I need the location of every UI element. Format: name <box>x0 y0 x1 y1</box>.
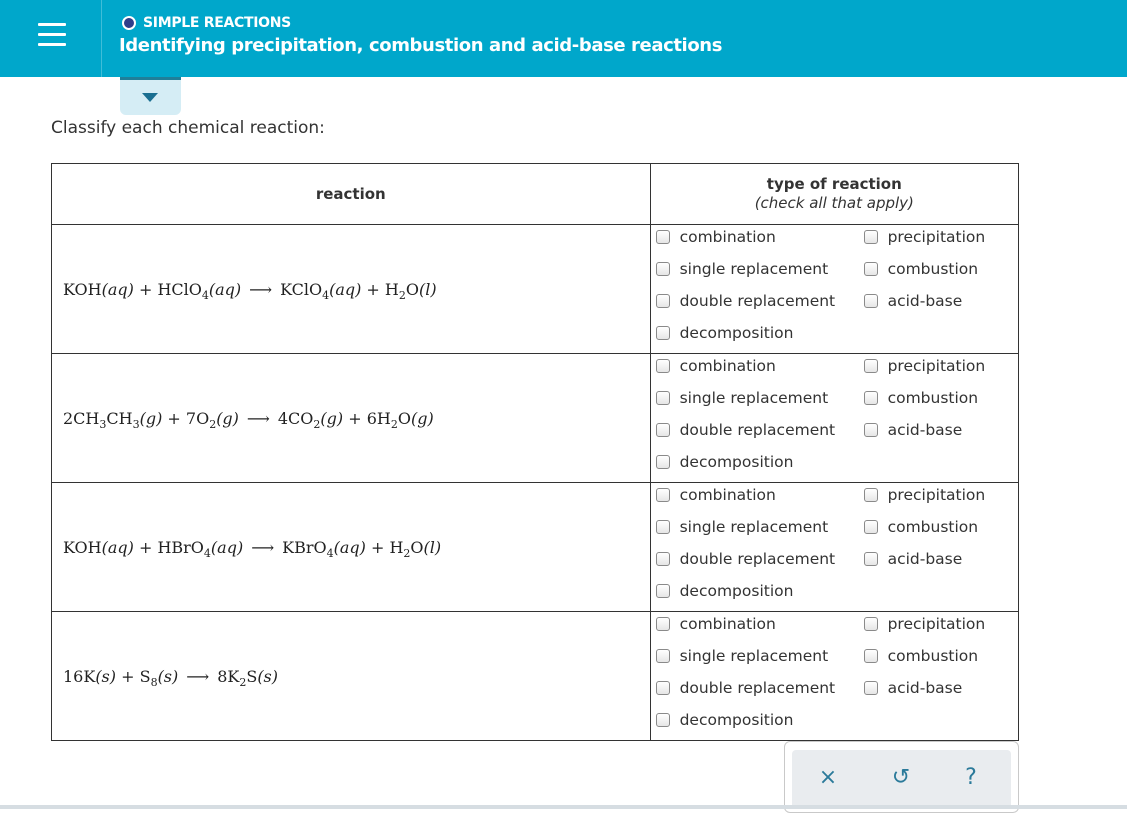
option-double-replacement[interactable] <box>656 678 836 698</box>
checkbox[interactable] <box>656 649 670 663</box>
option-label: combination <box>679 357 776 375</box>
option-single-replacement[interactable] <box>656 646 829 666</box>
option-label: combustion <box>887 647 979 665</box>
checkbox[interactable] <box>656 359 670 373</box>
option-combination[interactable] <box>656 485 776 505</box>
option-acid-base[interactable] <box>864 549 963 569</box>
answer-toolbar <box>792 750 1011 806</box>
checkbox[interactable] <box>656 617 670 631</box>
option-combustion[interactable] <box>864 388 979 408</box>
header-divider <box>101 0 102 77</box>
clear-button[interactable] <box>814 764 842 792</box>
checkbox[interactable] <box>864 520 878 534</box>
checkbox[interactable] <box>656 713 670 727</box>
option-label: decomposition <box>679 711 794 729</box>
reaction-type-options <box>650 483 1018 612</box>
checkbox[interactable] <box>656 455 670 469</box>
checkbox[interactable] <box>656 230 670 244</box>
option-label: combination <box>679 486 776 504</box>
option-single-replacement[interactable] <box>656 388 829 408</box>
section-label <box>122 14 291 32</box>
type-header-label: type of reaction <box>766 175 902 193</box>
option-combination[interactable] <box>656 614 776 634</box>
expand-toggle-button[interactable] <box>120 77 181 115</box>
option-precipitation[interactable] <box>864 356 986 376</box>
option-label: acid-base <box>887 421 963 439</box>
option-label: double replacement <box>679 679 836 697</box>
checkbox[interactable] <box>656 391 670 405</box>
checkbox[interactable] <box>864 262 878 276</box>
checkbox[interactable] <box>864 617 878 631</box>
option-label: double replacement <box>679 550 836 568</box>
checkbox[interactable] <box>656 584 670 598</box>
option-single-replacement[interactable] <box>656 517 829 537</box>
checkbox[interactable] <box>864 552 878 566</box>
option-combustion[interactable] <box>864 646 979 666</box>
reaction-equation: KOH(aq) + HBrO$_4$(aq) ⟶ KBrO$_4$(aq) + $H_2O(l)$ <box>52 483 651 612</box>
reaction-type-options <box>650 354 1018 483</box>
reaction-type-options <box>650 225 1018 354</box>
option-label: single replacement <box>679 389 829 407</box>
option-label: acid-base <box>887 292 963 310</box>
option-label: combination <box>679 615 776 633</box>
option-label: precipitation <box>887 486 986 504</box>
checkbox[interactable] <box>864 391 878 405</box>
option-label: acid-base <box>887 679 963 697</box>
option-acid-base[interactable] <box>864 291 963 311</box>
table-row <box>52 354 1019 483</box>
option-label: precipitation <box>887 357 986 375</box>
option-decomposition[interactable] <box>656 452 794 472</box>
caret-down-icon <box>142 93 158 102</box>
table-row <box>52 483 1019 612</box>
checkbox[interactable] <box>656 552 670 566</box>
close-icon: × <box>818 765 838 790</box>
option-label: decomposition <box>679 582 794 600</box>
section-text: SIMPLE REACTIONS <box>143 15 291 31</box>
page-title: Identifying precipitation, combustion and acid-base reactions <box>119 35 723 56</box>
reaction-column-header: reaction <box>52 164 651 225</box>
option-label: single replacement <box>679 647 829 665</box>
instruction-text: Classify each chemical reaction: <box>51 118 325 138</box>
option-label: double replacement <box>679 292 836 310</box>
option-label: precipitation <box>887 228 986 246</box>
option-decomposition[interactable] <box>656 710 794 730</box>
help-button[interactable] <box>957 764 985 792</box>
option-label: single replacement <box>679 518 829 536</box>
reaction-equation: $2CH_3CH_3(g) + 7O_2(g)$ ⟶ $4CO_2(g) + 6H_2O(g)$ <box>52 354 651 483</box>
option-combination[interactable] <box>656 227 776 247</box>
checkbox[interactable] <box>656 423 670 437</box>
option-acid-base[interactable] <box>864 678 963 698</box>
help-icon: ? <box>965 765 977 790</box>
status-circle-icon <box>122 16 136 30</box>
option-combustion[interactable] <box>864 517 979 537</box>
option-double-replacement[interactable] <box>656 420 836 440</box>
option-label: combustion <box>887 518 979 536</box>
checkbox[interactable] <box>864 488 878 502</box>
option-label: precipitation <box>887 615 986 633</box>
reaction-table <box>51 163 1019 741</box>
checkbox[interactable] <box>864 230 878 244</box>
option-precipitation[interactable] <box>864 227 986 247</box>
option-label: single replacement <box>679 260 829 278</box>
reaction-equation: $16K(s) + S_8(s)$ ⟶ $8K_2S(s)$ <box>52 612 651 741</box>
type-column-header <box>650 164 1018 225</box>
option-label: acid-base <box>887 550 963 568</box>
bottom-divider <box>0 805 1127 809</box>
checkbox[interactable] <box>656 488 670 502</box>
checkbox[interactable] <box>864 359 878 373</box>
option-single-replacement[interactable] <box>656 259 829 279</box>
option-double-replacement[interactable] <box>656 549 836 569</box>
option-combination[interactable] <box>656 356 776 376</box>
option-double-replacement[interactable] <box>656 291 836 311</box>
option-label: combustion <box>887 389 979 407</box>
checkbox[interactable] <box>656 262 670 276</box>
checkbox[interactable] <box>864 681 878 695</box>
table-row <box>52 612 1019 741</box>
option-decomposition[interactable] <box>656 581 794 601</box>
option-precipitation[interactable] <box>864 485 986 505</box>
undo-button[interactable] <box>887 764 915 792</box>
option-label: combustion <box>887 260 979 278</box>
reaction-equation: KOH(aq) + HClO$_4$(aq) ⟶ KClO$_4$(aq) + $H_2O(l)$ <box>52 225 651 354</box>
type-header-hint: (check all that apply) <box>754 194 914 212</box>
checkbox[interactable] <box>656 681 670 695</box>
option-label: double replacement <box>679 421 836 439</box>
top-bar <box>0 0 1127 77</box>
option-acid-base[interactable] <box>864 420 963 440</box>
checkbox[interactable] <box>864 294 878 308</box>
menu-icon[interactable] <box>38 23 66 47</box>
checkbox[interactable] <box>656 326 670 340</box>
checkbox[interactable] <box>656 520 670 534</box>
table-row <box>52 225 1019 354</box>
undo-icon: ↺ <box>891 765 911 790</box>
checkbox[interactable] <box>864 423 878 437</box>
option-precipitation[interactable] <box>864 614 986 634</box>
option-decomposition[interactable] <box>656 323 794 343</box>
checkbox[interactable] <box>656 294 670 308</box>
reaction-type-options <box>650 612 1018 741</box>
option-label: decomposition <box>679 453 794 471</box>
checkbox[interactable] <box>864 649 878 663</box>
option-combustion[interactable] <box>864 259 979 279</box>
option-label: combination <box>679 228 776 246</box>
option-label: decomposition <box>679 324 794 342</box>
